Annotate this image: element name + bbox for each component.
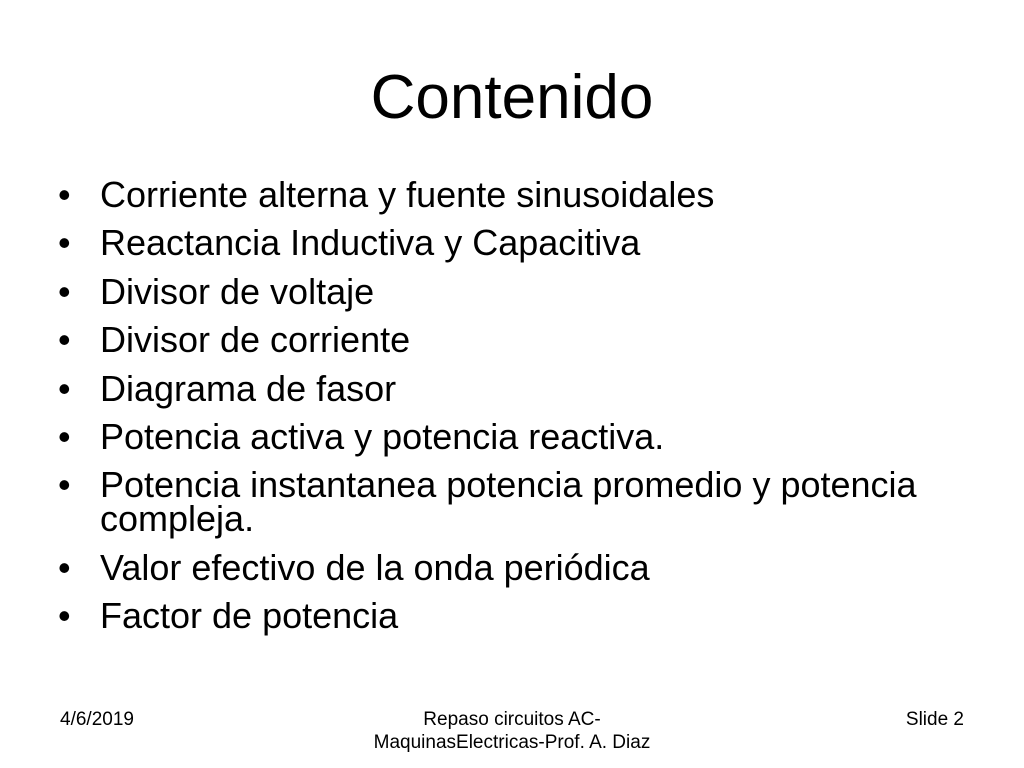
- bullet-icon: •: [58, 222, 71, 264]
- bullet-item: [52, 546, 992, 588]
- bullet-icon: •: [58, 367, 71, 409]
- bullet-text: Divisor de voltaje: [100, 270, 375, 312]
- bullet-text: Factor de potencia: [100, 595, 399, 637]
- footer-date: 4/6/2019: [60, 709, 134, 730]
- bullet-item: [52, 415, 992, 457]
- bullet-text: Corriente alterna y fuente sinusoidales: [100, 174, 715, 215]
- bullet-text: Valor efectivo de la onda periódica: [100, 546, 650, 588]
- bullet-text: Diagrama de fasor: [100, 367, 397, 409]
- bullet-icon: •: [58, 174, 71, 215]
- slide-title: Contenido: [370, 63, 654, 132]
- bullet-text: Potencia instantanea potencia promedio y potencia compleja.: [100, 464, 917, 540]
- footer-course-title: [300, 708, 724, 754]
- bullet-icon: •: [58, 319, 71, 361]
- bullet-item: [52, 270, 992, 312]
- bullet-icon: •: [58, 546, 71, 588]
- slide-number: Slide 2: [905, 709, 964, 730]
- bullet-item: [52, 464, 992, 540]
- bullet-item: [52, 595, 992, 637]
- bullet-icon: •: [58, 415, 71, 457]
- bullet-item: [52, 319, 992, 361]
- bullet-text: Divisor de corriente: [100, 319, 411, 361]
- bullet-text: Potencia activa y potencia reactiva.: [100, 415, 665, 457]
- footer-course-title-line1: Repaso circuitos AC-: [423, 709, 601, 730]
- bullet-item: [52, 367, 992, 409]
- footer-course-title-line2: MaquinasElectricas-Prof. A. Diaz: [373, 732, 651, 753]
- bullet-item: [52, 174, 992, 215]
- bullet-text: Reactancia Inductiva y Capacitiva: [100, 222, 641, 264]
- bullet-icon: •: [58, 595, 71, 637]
- bullet-icon: •: [58, 270, 71, 312]
- bullet-item: [52, 222, 992, 264]
- bullet-icon: •: [58, 464, 71, 506]
- bullet-list: [52, 174, 992, 648]
